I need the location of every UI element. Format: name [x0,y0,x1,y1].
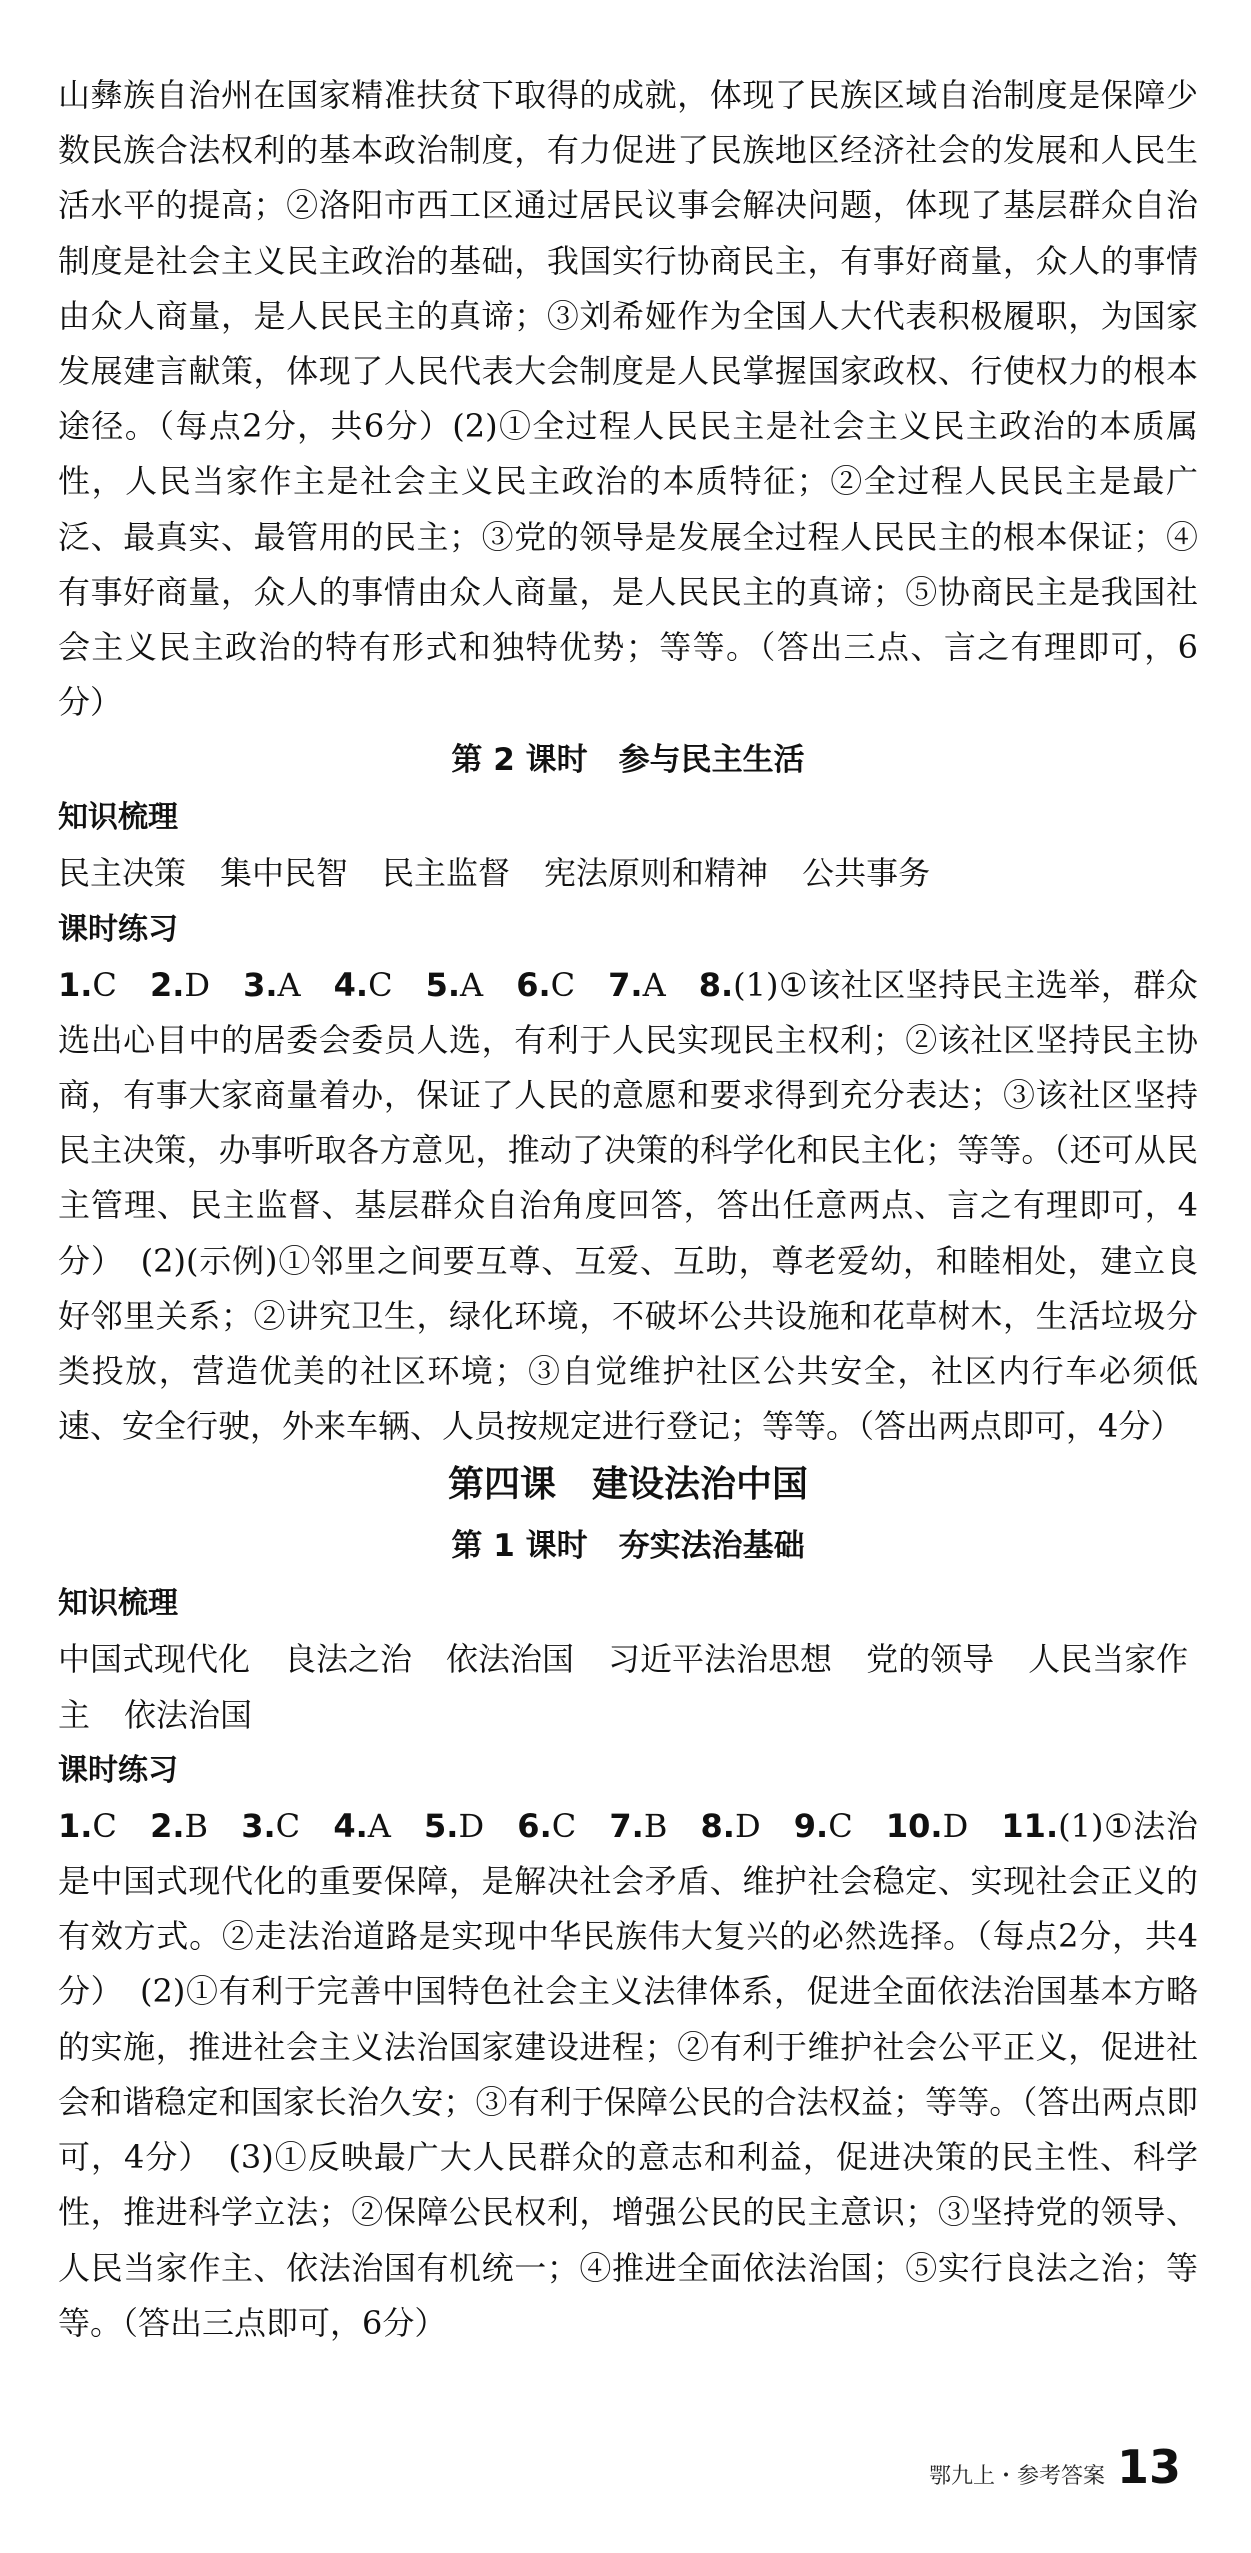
keyword: 习近平法治思想 [608,1640,833,1679]
answer-content [58,68,1198,2351]
question-11-answer: (1)①法治是中国式现代化的重要保障，是解决社会矛盾、维护社会稳定、实现社会正义的有效方式。②走法治道路是实现中华民族伟大复兴的必然选择。（每点2分，共4分） (2)①有利于完善中国特色社会主义法律体系，促进全面依法治国基本方略的实施，推进社会主义法治国家建设进程；②有利于维护社会公平正义，促进社会和谐稳定和国家长治久安；③有利于保障公民的合法权益；等等。（答出两点即可，4分） (3)①反映最广大人民群众的意志和利益，促进决策的民主性、科学性，推进科学立法；②保障公民权利，增强公民的民主意识；③坚持党的领导、人民当家作主、依法治国有机统一；④推进全面依法治国；⑤实行良法之治；等等。（答出三点即可，6分） [58,1806,1198,2342]
knowledge-label: 知识梳理 [58,1586,178,1622]
continued-answer-paragraph: 山彝族自治州在国家精准扶贫下取得的成就，体现了民族区域自治制度是保障少数民族合法权利的基本政治制度，有力促进了民族地区经济社会的发展和人民生活水平的提高；②洛阳市西工区通过居民议事会解决问题，体现了基层群众自治制度是社会主义民主政治的基础，我国实行协商民主，有事好商量，众人的事情由众人商量，是人民民主的真谛；③刘希娅作为全国人大代表积极履职，为国家发展建言献策，体现了人民代表大会制度是人民掌握国家政权、行使权力的根本途径。（每点2分，共6分）(2)①全过程人民民主是社会主义民主政治的本质属性，人民当家作主是社会主义民主政治的本质特征；②全过程人民民主是最广泛、最真实、最管用的民主；③党的领导是发展全过程人民民主的根本保证；④有事好商量，众人的事情由众人商量，是人民民主的真谛；⑤协商民主是我国社会主义民主政治的特有形式和独特优势；等等。（答出三点、言之有理即可，6分） [58,76,1198,722]
keyword: 良法之治 [284,1640,413,1679]
practice-label: 课时练习 [58,1752,178,1788]
lesson-2-heading: 第 2 课时 参与民主生活 [451,742,805,779]
knowledge-label: 知识梳理 [58,800,178,836]
keyword: 依法治国 [124,1695,253,1734]
knowledge-keywords [58,846,1198,901]
knowledge-keywords [58,1632,1198,1742]
page-footer [929,2440,1181,2494]
keyword: 依法治国 [446,1640,575,1679]
practice-label: 课时练习 [58,911,178,947]
page-number: 13 [1116,2440,1181,2494]
keyword: 党的领导 [866,1640,995,1679]
chapter-4-heading: 第四课 建设法治中国 [447,1464,808,1506]
chapter-4-lesson-1-answers: 1.C 2.B 3.C 4.A 5.D 6.C 7.B 8.D 9.C 10.D 11.(1)①法治是中国式现代化的重要保障，是解决社会矛盾、维护社会稳定、实现社会正义的有效方式。②走法治道路是实现中华民族伟大复兴的必然选择。（每点2分，共4分） (2)①有利于完善中国特色社会主义法律体系，促进全面依法治国基本方略的实施，推进社会主义法治国家建设进程；②有利于维护社会公平正义，促进社会和谐稳定和国家长治久安；③有利于保障公民的合法权益；等等。（答出两点即可，4分） (3)①反映最广大人民群众的意志和利益，促进决策的民主性、科学性，推进科学立法；②保障公民权利，增强公民的民主意识；③坚持党的领导、人民当家作主、依法治国有机统一；④推进全面依法治国；⑤实行良法之治；等等。（答出三点即可，6分） [58,1806,1198,2342]
keyword: 人民当家作主 [58,1640,1189,1734]
keyword: 民主决策 [58,854,187,893]
chapter-4-lesson-1-heading: 第 1 课时 夯实法治基础 [451,1528,805,1565]
question-8-answer: (1)①该社区坚持民主选举，群众选出心目中的居委会委员人选，有利于人民实现民主权利；②该社区坚持民主协商，有事大家商量着办，保证了人民的意愿和要求得到充分表达；③该社区坚持民主决策，办事听取各方意见，推动了决策的科学化和民主化；等等。（还可从民主管理、民主监督、基层群众自治角度回答，答出任意两点、言之有理即可，4分） (2)(示例)①邻里之间要互尊、互爱、互助，尊老爱幼，和睦相处，建立良好邻里关系；②讲究卫生，绿化环境，不破坏公共设施和花草树木，生活垃圾分类投放，营造优美的社区环境；③自觉维护社区公共安全，社区内行车必须低速、安全行驶，外来车辆、人员按规定进行登记；等等。（答出两点即可，4分） [58,965,1198,1446]
keyword: 集中民智 [220,854,349,893]
keyword: 宪法原则和精神 [544,854,769,893]
footer-book-label: 鄂九上・参考答案 [928,2464,1105,2489]
keyword: 民主监督 [382,854,511,893]
keyword: 公共事务 [802,854,931,893]
keyword: 中国式现代化 [58,1640,251,1679]
lesson-2-answers: 1.C 2.D 3.A 4.C 5.A 6.C 7.A 8.(1)①该社区坚持民主选举，群众选出心目中的居委会委员人选，有利于人民实现民主权利；②该社区坚持民主协商，有事大家商量着办，保证了人民的意愿和要求得到充分表达；③该社区坚持民主决策，办事听取各方意见，推动了决策的科学化和民主化；等等。（还可从民主管理、民主监督、基层群众自治角度回答，答出任意两点、言之有理即可，4分） (2)(示例)①邻里之间要互尊、互爱、互助，尊老爱幼，和睦相处，建立良好邻里关系；②讲究卫生，绿化环境，不破坏公共设施和花草树木，生活垃圾分类投放，营造优美的社区环境；③自觉维护社区公共安全，社区内行车必须低速、安全行驶，外来车辆、人员按规定进行登记；等等。（答出两点即可，4分） [58,965,1198,1446]
